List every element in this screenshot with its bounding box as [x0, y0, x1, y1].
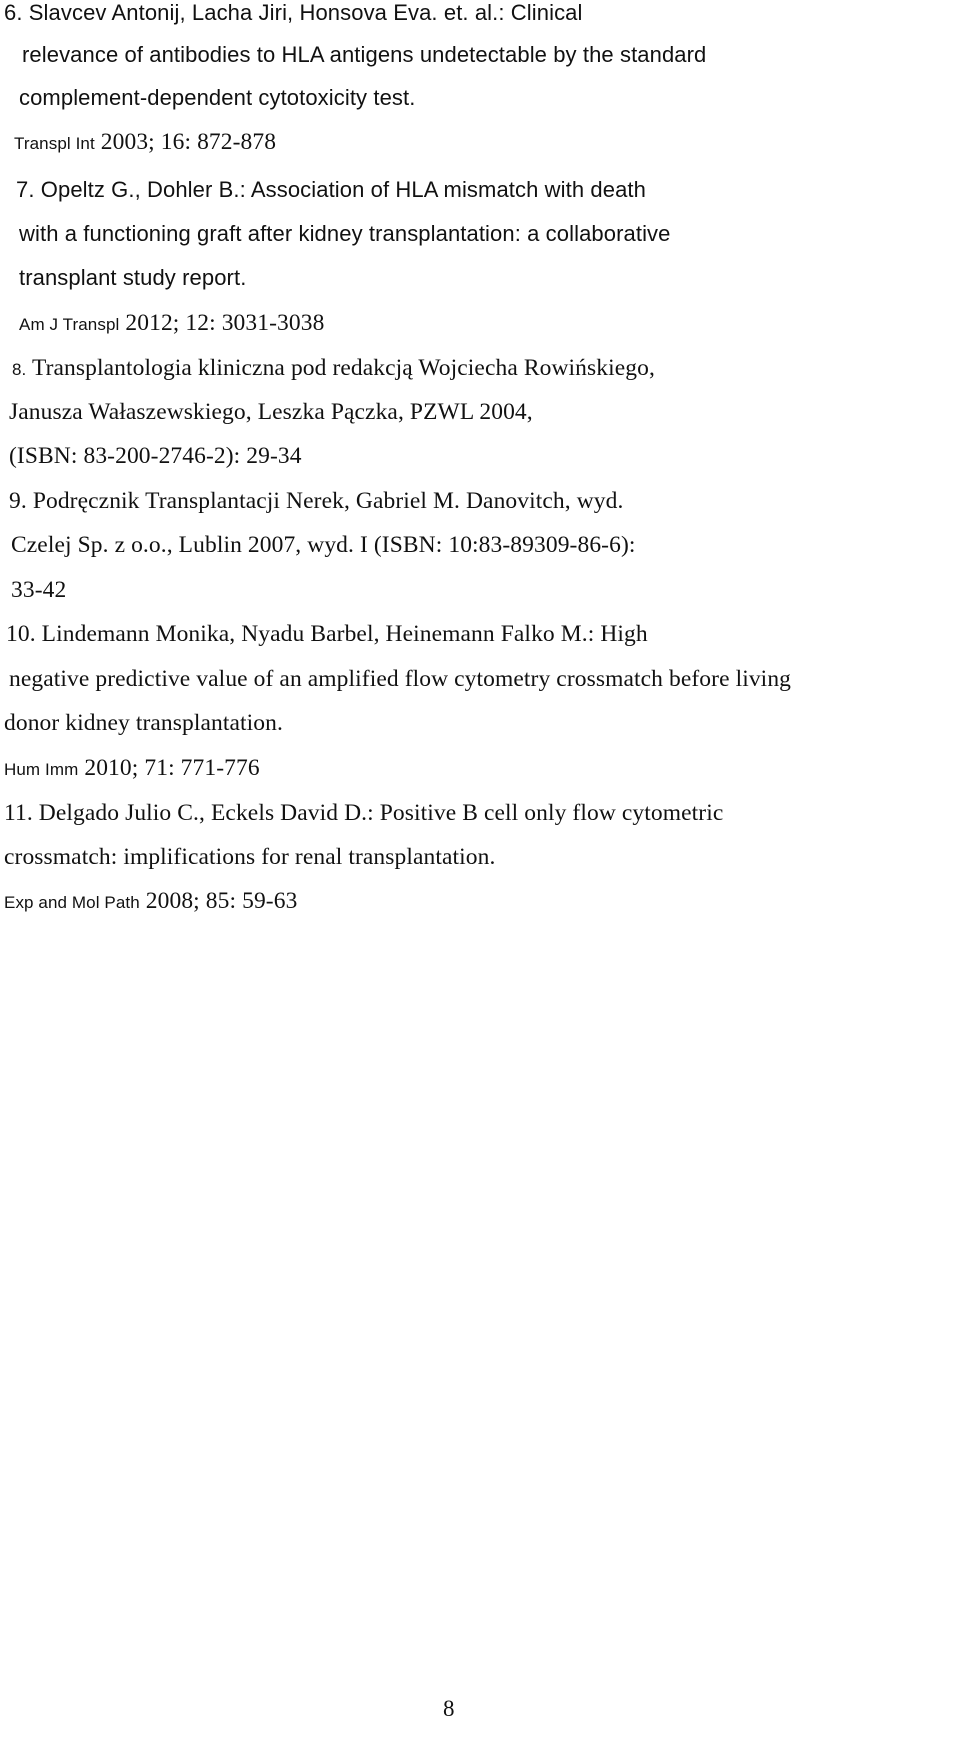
reference-6-line-1 [4, 0, 583, 28]
journal-abbrev: Am J Transpl [19, 315, 120, 334]
reference-10-line-1 [6, 619, 648, 649]
reference-number: 9. [9, 488, 27, 514]
reference-text: Podręcznik Transplantacji Nerek, Gabriel M. Danovitch, wyd. [32, 488, 624, 514]
reference-9-line-3: 33-42 [11, 577, 67, 603]
reference-number: 10. [6, 621, 36, 647]
reference-title-start: : Clinical [498, 0, 583, 25]
journal-abbrev: Exp and Mol Path [4, 893, 140, 912]
reference-7-source [19, 308, 324, 340]
reference-6-line-2: relevance of antibodies to HLA antigens undetectable by the standard [22, 42, 707, 67]
reference-authors: Opeltz G., Dohler B. [40, 177, 240, 202]
reference-6-source [14, 127, 276, 159]
reference-11-source [4, 886, 297, 918]
reference-8-line-1 [12, 353, 655, 385]
reference-11-line-1 [4, 798, 723, 828]
reference-text: Transplantologia kliniczna pod redakcją Wojciecha Rowińskiego, [31, 355, 655, 381]
journal-abbrev: Transpl Int [14, 134, 95, 153]
reference-authors: Slavcev Antonij, Lacha Jiri, Honsova Eva. et. al. [28, 0, 499, 25]
page-number: 8 [443, 1696, 455, 1721]
reference-8-line-3: (ISBN: 83-200-2746-2): 29-34 [9, 443, 302, 469]
reference-number: 7. [16, 177, 35, 202]
reference-6-line-3: complement-dependent cytotoxicity test. [19, 85, 416, 110]
reference-number: 8. [12, 360, 27, 379]
reference-number: 11. [4, 800, 33, 826]
reference-10-line-3: donor kidney transplantation. [4, 710, 283, 736]
reference-10-source [4, 753, 260, 785]
journal-abbrev: Hum Imm [4, 760, 79, 779]
citation-details: 2012; 12: 3031-3038 [125, 310, 325, 336]
reference-title-start: : Association of HLA mismatch with death [239, 177, 646, 202]
reference-10-line-2: negative predictive value of an amplified flow cytometry crossmatch before living [9, 666, 792, 692]
citation-details: 2008; 85: 59-63 [145, 888, 298, 914]
reference-text: Lindemann Monika, Nyadu Barbel, Heinemann Falko M.: High [41, 621, 648, 647]
reference-9-line-2: Czelej Sp. z o.o., Lublin 2007, wyd. I (ISBN: 10:83-89309-86-6): [11, 532, 636, 558]
reference-7-line-1 [16, 175, 646, 205]
citation-details: 2010; 71: 771-776 [84, 755, 260, 781]
citation-details: 2003; 16: 872-878 [100, 129, 277, 155]
reference-7-line-3: transplant study report. [19, 265, 247, 290]
reference-number: 6. [4, 0, 23, 25]
reference-text: Delgado Julio C., Eckels David D.: Positive B cell only flow cytometric [38, 800, 724, 826]
reference-7-line-2: with a functioning graft after kidney transplantation: a collaborative [19, 221, 671, 246]
reference-8-line-2: Janusza Wałaszewskiego, Leszka Pączka, PZWL 2004, [9, 399, 533, 425]
reference-9-line-1 [9, 486, 623, 516]
reference-11-line-2: crossmatch: implifications for renal transplantation. [4, 844, 496, 870]
